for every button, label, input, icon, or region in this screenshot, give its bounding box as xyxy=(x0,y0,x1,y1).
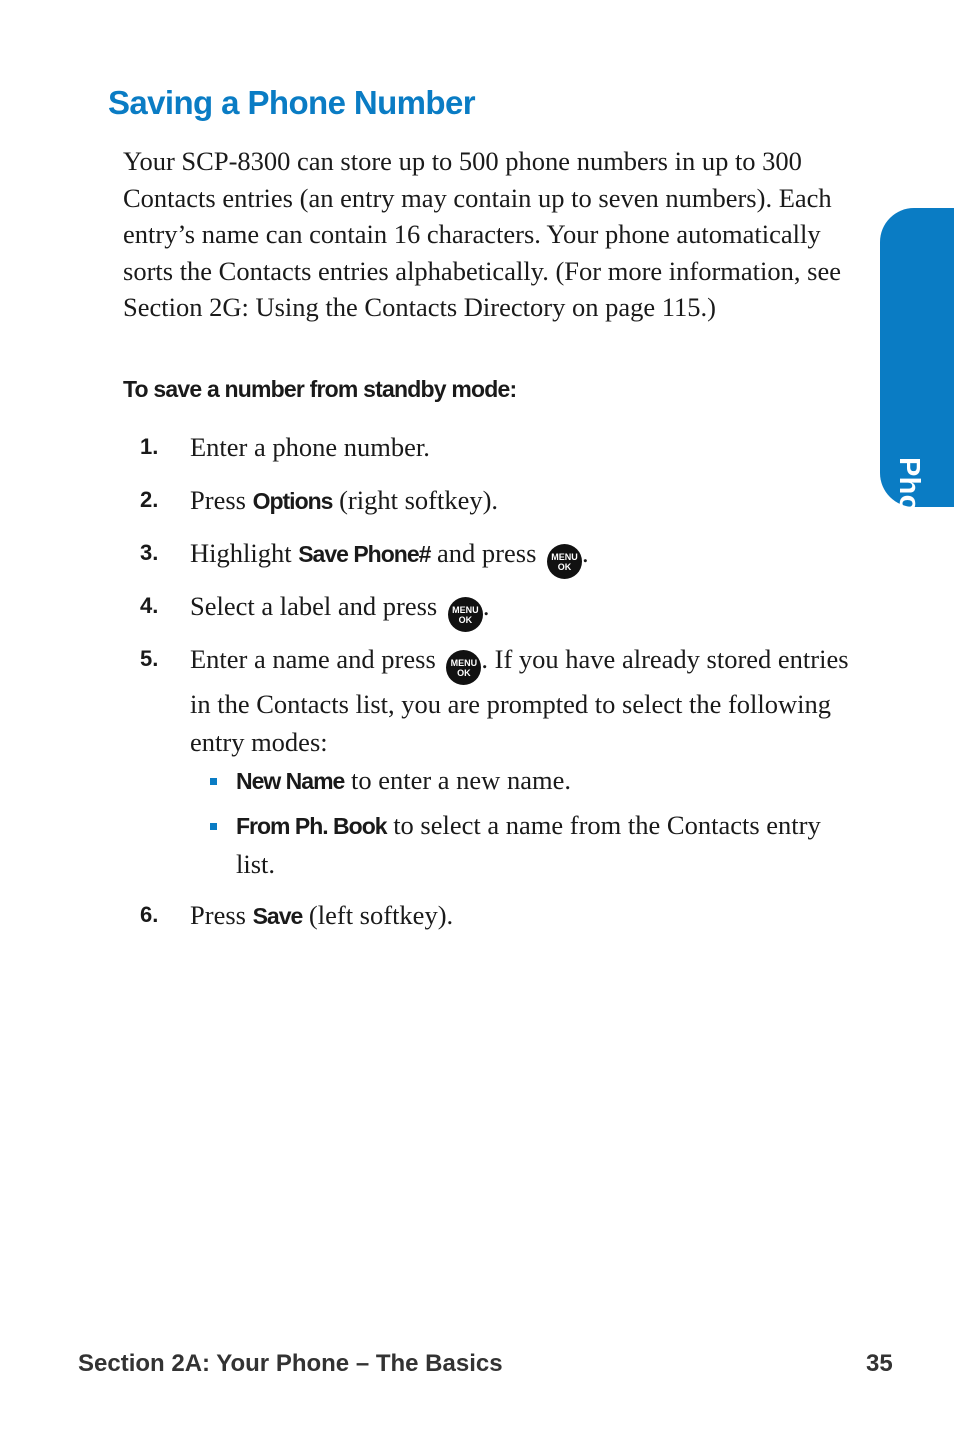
bullet-square-icon xyxy=(210,823,217,830)
procedure-heading: To save a number from standby mode: xyxy=(123,376,517,402)
step-number: 2. xyxy=(140,487,159,512)
step-1 xyxy=(140,428,860,466)
step-text: Enter a name and press MENU OK . If you have already stored entries in the Contacts list, you are prompted to select the following entry modes: xyxy=(190,644,849,757)
page-title: Saving a Phone Number xyxy=(108,84,475,121)
step-number: 3. xyxy=(140,540,159,565)
save-phone-menu-label: Save Phone# xyxy=(298,541,431,567)
step-3 xyxy=(140,534,860,579)
step-2 xyxy=(140,481,860,520)
from-ph-book-option-label: From Ph. Book xyxy=(236,813,387,839)
intro-paragraph: Your SCP-8300 can store up to 500 phone numbers in up to 300 Contacts entries (an entry may contain up to seven numbers). Each entry’s name can contain 16 characters. Your phone automatically sorts the Contacts entries alphabetically. (For more information, see Section 2G: Using the Contacts Directory on page 115.) xyxy=(123,146,841,322)
step-number: 5. xyxy=(140,646,159,671)
step-4 xyxy=(140,587,860,632)
step-number: 4. xyxy=(140,593,159,618)
menu-ok-key-icon: MENU OK xyxy=(446,650,481,685)
new-name-option-label: New Name xyxy=(236,768,345,794)
save-softkey-label: Save xyxy=(252,903,303,929)
step-text: Select a label and press MENU OK . xyxy=(190,587,860,632)
footer-page-number: 35 xyxy=(866,1350,893,1377)
step-text: Enter a phone number. xyxy=(190,432,430,462)
step-text: Press Save (left softkey). xyxy=(190,900,454,930)
menu-ok-key-icon: MENU OK xyxy=(547,544,582,579)
step-number: 6. xyxy=(140,902,159,927)
step-text: Press Options (right softkey). xyxy=(190,485,499,515)
options-softkey-label: Options xyxy=(252,488,333,514)
menu-ok-key-icon: MENU OK xyxy=(448,597,483,632)
bullet-from-ph-book: From Ph. Book to select a name from the Contacts entry list. xyxy=(210,806,860,883)
step-5 xyxy=(140,640,860,761)
bullet-square-icon xyxy=(210,778,217,785)
footer-section-title: Section 2A: Your Phone – The Basics xyxy=(78,1350,503,1377)
bullet-new-name: New Name to enter a new name. xyxy=(210,761,860,800)
step-text: Highlight Save Phone# and press MENU OK . xyxy=(190,534,860,579)
step-6 xyxy=(140,896,860,935)
step-number: 1. xyxy=(140,434,159,459)
